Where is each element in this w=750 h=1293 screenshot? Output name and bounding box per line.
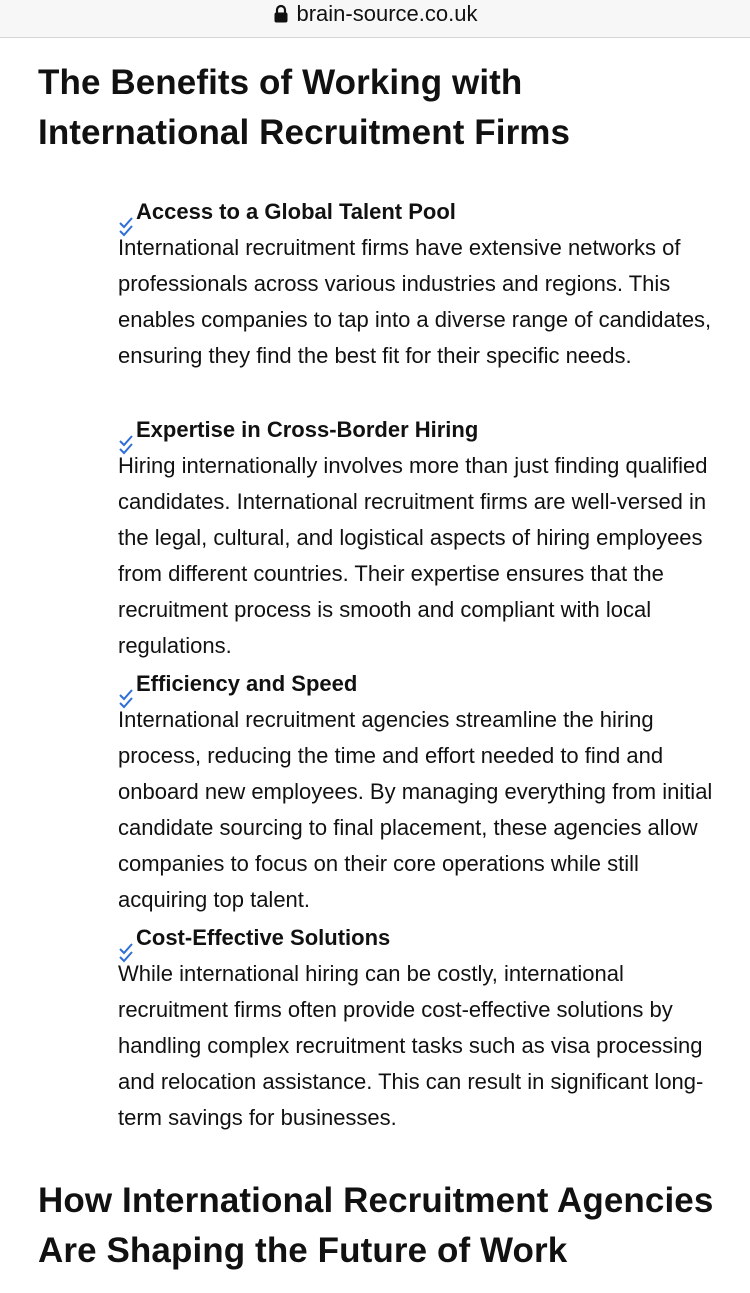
checkmark-icon — [118, 212, 134, 234]
section-title-benefits: The Benefits of Working with International Recruitment Firms — [38, 63, 571, 152]
benefit-body: While international hiring can be costly, international recruitment firms often provide cost-effective solutions by handling complex recruitment tasks such as visa processing and relocation assistance. This can result in significant long-term savings for businesses. — [118, 961, 704, 1130]
benefit-item — [118, 412, 728, 664]
url-text: brain-source.co.uk — [296, 1, 478, 26]
benefit-heading: Efficiency and Speed — [136, 671, 358, 696]
benefit-heading: Cost-Effective Solutions — [136, 925, 391, 950]
benefit-heading-wrapper — [118, 920, 728, 956]
benefit-heading-wrapper — [118, 412, 728, 448]
checkmark-icon — [118, 938, 134, 960]
benefit-heading: Expertise in Cross-Border Hiring — [136, 417, 479, 442]
section-title-future-of-work: How International Recruitment Agencies Are Shaping the Future of Work — [38, 1181, 714, 1270]
benefit-item — [118, 194, 728, 374]
benefit-item — [118, 920, 728, 1136]
lock-icon — [273, 4, 289, 24]
benefit-heading-wrapper — [118, 194, 728, 230]
benefit-body: International recruitment firms have extensive networks of professionals across various industries and regions. This enables companies to tap into a diverse range of candidates, ensuring they find the best fit for their specific needs. — [118, 235, 712, 368]
benefit-heading: Access to a Global Talent Pool — [136, 199, 456, 224]
checkmark-icon — [118, 684, 134, 706]
browser-url-bar[interactable] — [0, 0, 750, 38]
benefit-body: International recruitment agencies streamline the hiring process, reducing the time and effort needed to find and onboard new employees. By managing everything from initial candidate sourcing to final placement, these agencies allow companies to focus on their core operations while still acquiring top talent. — [118, 707, 713, 912]
benefit-item — [118, 666, 728, 918]
checkmark-icon — [118, 430, 134, 452]
url-display[interactable] — [0, 0, 750, 28]
benefit-body: Hiring internationally involves more than just finding qualified candidates. International recruitment firms are well-versed in the legal, cultural, and logistical aspects of hiring employees from different countries. Their expertise ensures that the recruitment process is smooth and compliant with local regulations. — [118, 453, 708, 658]
benefit-heading-wrapper — [118, 666, 728, 702]
